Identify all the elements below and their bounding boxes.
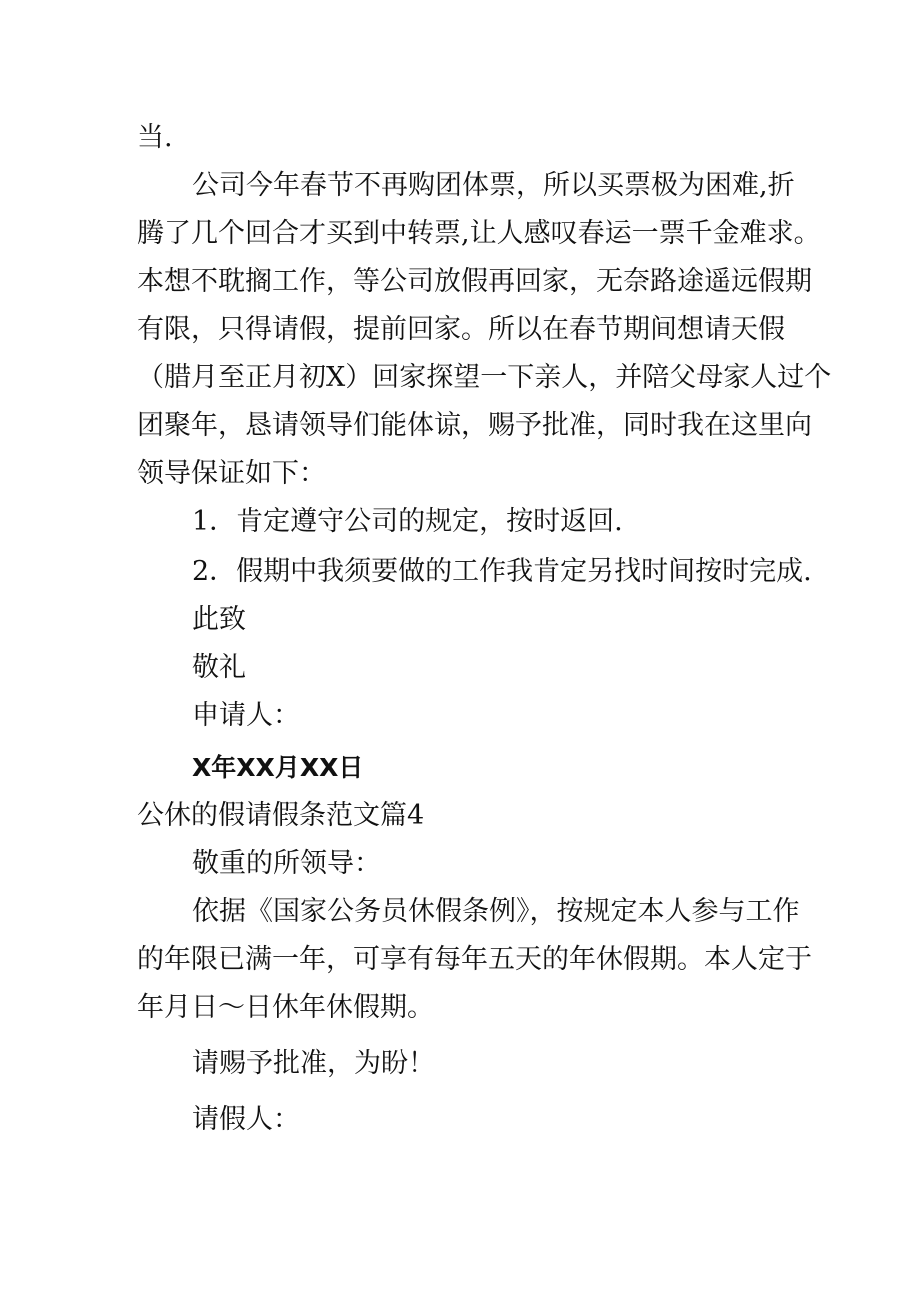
text-line-4: 本想不耽搁工作，等公司放假再回家，无奈路途遥远假期 [137,266,812,297]
text-line-8: 领导保证如下： [137,458,326,489]
list-item-2: 2．假期中我须要做的工作我肯定另找时间按时完成. [192,556,812,587]
text-line-19: 年月日～日休年休假期。 [137,992,434,1023]
text-line-18: 的年限已满一年，可享有每年五天的年休假期。本人定于 [137,944,812,975]
text-line-1: 当. [137,122,173,153]
closing-cizhi: 此致 [192,604,246,635]
text-line-17: 依据《国家公务员休假条例》，按规定本人参与工作 [192,896,800,927]
text-line-6: （腊月至正月初X）回家探望一下亲人，并陪父母家人过个 [137,362,832,393]
applicant-label: 申请人： [192,700,300,731]
section-title: 公休的假请假条范文篇4 [137,800,425,831]
closing-jingli: 敬礼 [192,652,246,683]
salutation: 敬重的所领导： [192,848,381,879]
text-line-3: 腾了几个回合才买到中转票,让人感叹春运一票千金难求。 [137,218,821,249]
date-line: X年XX月XX日 [192,753,364,782]
text-line-2: 公司今年春节不再购团体票，所以买票极为困难,折 [192,170,795,201]
request-approval: 请赐予批准，为盼！ [192,1048,435,1079]
text-line-5: 有限，只得请假，提前回家。所以在春节期间想请天假 [137,314,785,345]
text-line-7: 团聚年，恳请领导们能体谅，赐予批准，同时我在这里向 [137,410,812,441]
list-item-1: 1．肯定遵守公司的规定，按时返回. [192,506,623,537]
leave-applicant-label: 请假人： [192,1104,300,1135]
